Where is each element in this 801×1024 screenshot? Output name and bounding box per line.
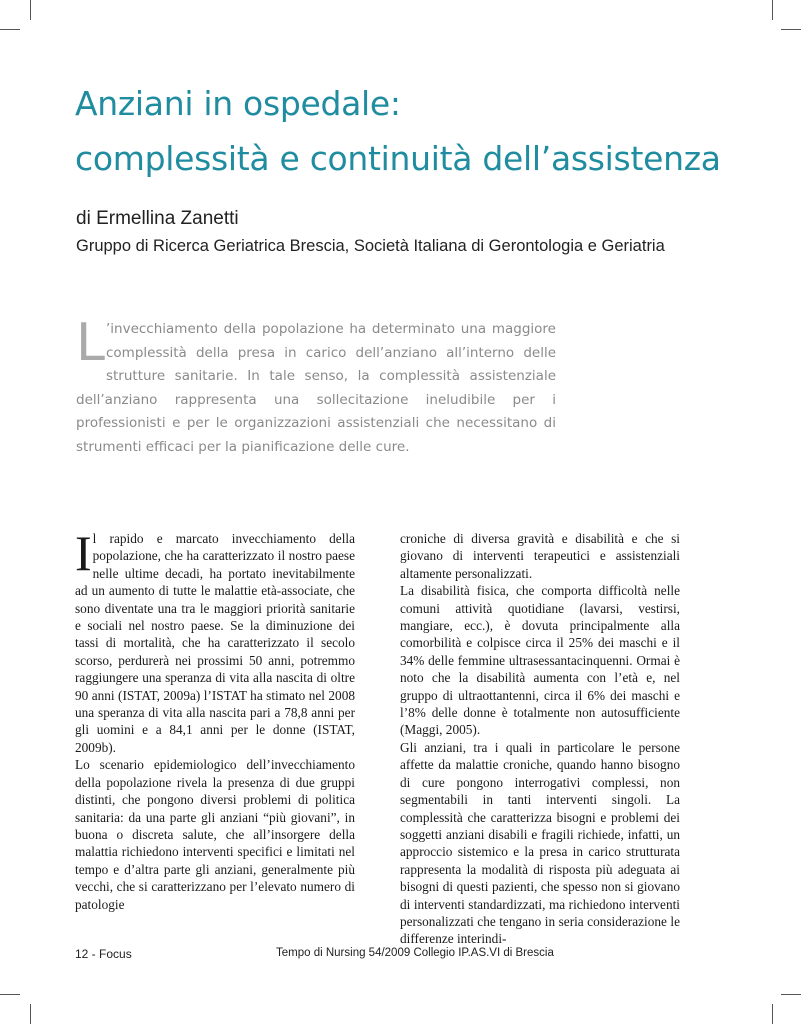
title-line-1: Anziani in ospedale:: [75, 84, 401, 123]
crop-mark: [781, 29, 801, 30]
paragraph: [75, 525, 355, 756]
crop-mark: [781, 994, 801, 995]
abstract: [76, 313, 556, 460]
crop-mark: [0, 29, 20, 30]
paragraph: Gli anziani, tra i quali in particolare le persone affette da malattie croniche, quando hanno bisogno di cure pongono interrogativi complessi, non segmentabili in tanti interventi singoli. La complessità che caratterizza bisogni e problemi dei soggetti anziani disabili e fragili richiede, infatti, un approccio sistemico e la presa in carico strutturata rappresenta la modalità di risposta più adeguata ai bisogni di questi pazienti, che spesso non si giovano di interventi standardizzati, ma richiedono interventi personalizzati che tengano in seria considerazione le differenze interindi-: [400, 739, 680, 947]
body-drop-cap: I: [75, 525, 92, 581]
paragraph: croniche di diversa gravità e disabilità e che si giovano di interventi terapeutici e assistenziali altamente personalizzati.: [400, 531, 680, 581]
crop-mark: [30, 0, 31, 20]
crop-mark: [772, 1004, 773, 1024]
paragraph: La disabilità fisica, che comporta difficoltà nelle comuni attività quotidiane (lavarsi, vestirsi, mangiare, ecc.), è dovuta principalmente alla comorbilità e colpisce circa il 25% dei maschi e il 34% delle femmine ultrasessantacinquenni. Ormai è noto che la disabilità aumenta con l’età e, nel gruppo di ultraottantenni, circa il 6% dei maschi e l’8% delle donne è totalmente non autosufficiente (Maggi, 2005).: [400, 583, 680, 738]
crop-mark: [0, 994, 20, 995]
crop-mark: [772, 0, 773, 20]
body-column-2: [400, 530, 680, 948]
crop-mark: [30, 1004, 31, 1024]
article-title: [75, 76, 775, 186]
paragraph-text: l rapido e marcato invecchiamento della popolazione, che ha caratterizzato il nostro paese nelle ultime decadi, ha portato inevitabilmente ad un aumento di tutte le malattie età-associate, che sono diventate una tra le maggiori priorità sanitarie e sociali nel nostro paese. Se la diminuzione dei tassi di mortalità, che ha caratterizzato il secolo scorso, perdurerà nei prossimi 50 anni, potremmo raggiungere una speranza di vita alla nascita di oltre 90 anni (ISTAT, 2009a) l’ISTAT ha stimato nel 2008 una speranza di vita alla nascita pari a 78,8 anni per gli uomini e a 84,1 anni per le donne (ISTAT, 2009b).: [75, 531, 355, 755]
abstract-text: ’invecchiamento della popolazione ha determinato una maggiore complessità della presa in carico dell’anziano all’interno delle strutture sanitarie. In tale senso, la complessità assistenziale dell’anziano rappresenta una sollecitazione ineludibile per i professionisti e per le organizzazioni assistenziali che necessitano di strumenti efficaci per la pianificazione delle cure.: [76, 321, 556, 455]
body-column-1: [75, 525, 355, 913]
journal-footer: Tempo di Nursing 54/2009 Collegio IP.AS.VI di Brescia: [276, 947, 554, 959]
affiliation: Gruppo di Ricerca Geriatrica Brescia, Società Italiana di Gerontologia e Geriatria: [76, 237, 665, 255]
page-number: 12 - Focus: [75, 947, 132, 961]
title-line-2: complessità e continuità dell’assistenza: [75, 139, 721, 178]
abstract-drop-cap: L: [76, 313, 105, 373]
author: di Ermellina Zanetti: [76, 208, 239, 229]
paragraph: Lo scenario epidemiologico dell’invecchiamento della popolazione rivela la presenza di due gruppi distinti, che pongono diversi problemi di politica sanitaria: da una parte gli anziani “più giovani”, in buona o discreta salute, che all’insorgere della malattia richiedono interventi specifici e limitati nel tempo e d’altra parte gli anziani, generalmente più vecchi, che si caratterizzano per l’elevato numero di patologie: [75, 757, 355, 912]
